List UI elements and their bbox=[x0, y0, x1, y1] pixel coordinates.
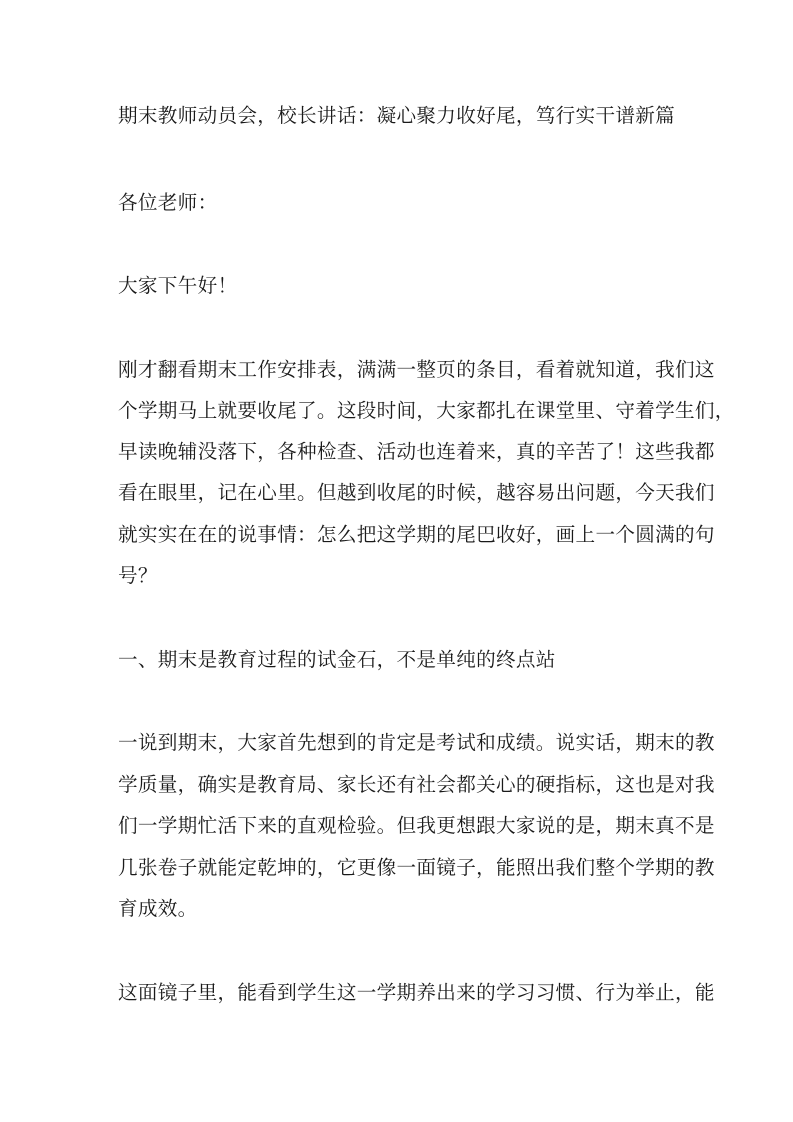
salutation: 各位老师： bbox=[118, 191, 218, 214]
text-line: 育成效。 bbox=[118, 897, 198, 920]
document-title: 期末教师动员会，校长讲话：凝心聚力收好尾，笃行实干谱新篇 bbox=[118, 104, 676, 127]
text-line: 号？ bbox=[118, 564, 158, 587]
text-line: 就实实在在的说事情：怎么把这学期的尾巴收好，画上一个圆满的句 bbox=[118, 523, 715, 546]
text-line: 个学期马上就要收尾了。这段时间，大家都扎在课堂里、守着学生们， bbox=[118, 399, 735, 422]
greeting: 大家下午好！ bbox=[118, 274, 238, 297]
text-line: 几张卷子就能定乾坤的，它更像一面镜子，能照出我们整个学期的教 bbox=[118, 856, 715, 879]
section-heading: 一、期末是教育过程的试金石，不是单纯的终点站 bbox=[118, 648, 556, 671]
text-line: 们一学期忙活下来的直观检验。但我更想跟大家说的是，期末真不是 bbox=[118, 814, 715, 837]
text-line: 学质量，确实是教育局、家长还有社会都关心的硬指标，这也是对我 bbox=[118, 773, 715, 796]
text-line: 这面镜子里，能看到学生这一学期养出来的学习习惯、行为举止，能 bbox=[118, 981, 715, 1004]
text-line: 早读晚辅没落下，各种检查、活动也连着来，真的辛苦了！这些我都 bbox=[118, 440, 715, 463]
text-line: 一说到期末，大家首先想到的肯定是考试和成绩。说实话，期末的教 bbox=[118, 731, 715, 754]
text-line: 看在眼里，记在心里。但越到收尾的时候，越容易出问题，今天我们 bbox=[118, 481, 715, 504]
text-line: 刚才翻看期末工作安排表，满满一整页的条目，看着就知道，我们这 bbox=[118, 358, 715, 381]
